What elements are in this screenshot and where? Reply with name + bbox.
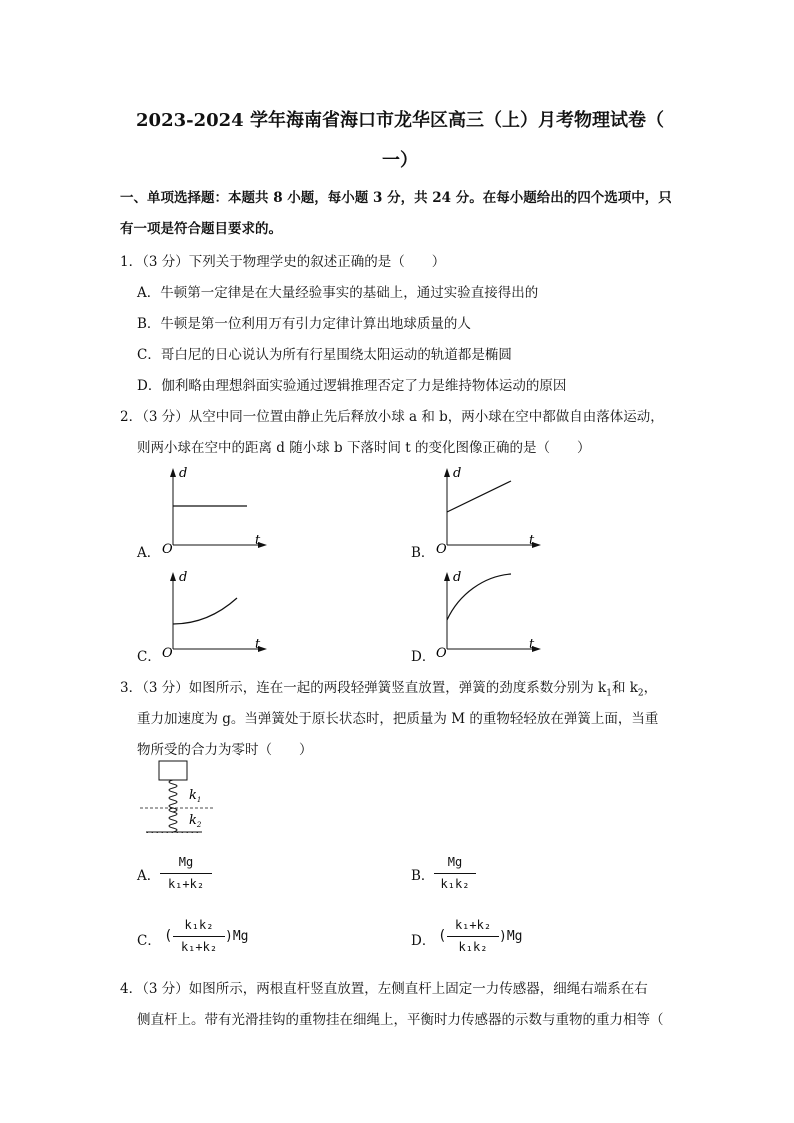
q2-graph-d-y-label: d xyxy=(453,570,462,585)
q3-option-c-denominator: k₁+k₂ xyxy=(180,940,218,954)
q3-option-a-label: A． xyxy=(137,868,161,884)
paper-title-line2: 一） xyxy=(382,150,418,171)
q3-option-d-open-paren: ( xyxy=(438,928,447,944)
q2-graph-d-label: D． xyxy=(411,649,436,665)
q2-graph-b-x-label: t xyxy=(529,533,535,548)
q3-option-a-denominator: k₁+k₂ xyxy=(167,877,205,891)
q2-graph-b-y-label: d xyxy=(453,466,462,481)
q3-option-b-label: B． xyxy=(411,868,435,884)
q2-graph-b-origin: O xyxy=(436,542,447,555)
q2-graph-c-origin: O xyxy=(162,646,173,659)
q2-graph-d-y-arrow xyxy=(444,572,450,581)
q3-option-a-fraction xyxy=(160,855,212,895)
q3-k2-label: $k_2$ xyxy=(189,813,202,829)
q2-stem-line2: 则两小球在空中的距离 d 随小球 b 下落时间 t 的变化图像正确的是（ ） xyxy=(137,440,591,456)
q3-option-b-numerator: Mg xyxy=(447,855,463,869)
q2-graph-a xyxy=(155,460,275,555)
q3-stem-line3: 物所受的合力为零时（ ） xyxy=(137,742,313,758)
q2-graph-c-y-label: d xyxy=(179,570,188,585)
q4-stem-line1: 4．（3 分）如图所示，两根直杆竖直放置，左侧直杆上固定一力传感器，细绳右端系在右 xyxy=(120,981,648,997)
q2-graph-a-x-label: t xyxy=(255,533,261,548)
q1-stem: 1．（3 分）下列关于物理学史的叙述正确的是（ ） xyxy=(120,254,446,270)
q3-option-a-bar xyxy=(160,873,212,874)
q2-graph-d-origin: O xyxy=(436,646,447,659)
q3-option-c-fraction xyxy=(173,918,225,958)
q3-option-d-bar xyxy=(447,936,499,937)
section-heading-line1: 一、单项选择题：本题共 8 小题，每小题 3 分，共 24 分。在每小题给出的四个选项中，只 xyxy=(120,190,672,206)
q3-spring-k1 xyxy=(169,780,177,812)
q2-graph-c-curve xyxy=(173,598,237,624)
q3-option-b-denominator: k₁k₂ xyxy=(440,877,470,891)
q3-option-a-numerator: Mg xyxy=(178,855,194,869)
q2-graph-d-x-label: t xyxy=(529,637,535,652)
q2-graph-a-y-label: d xyxy=(179,466,188,481)
section-heading-line2: 有一项是符合题目要求的。 xyxy=(120,221,282,237)
q1-option-d: D．伽利略由理想斜面实验通过逻辑推理否定了力是维持物体运动的原因 xyxy=(137,378,567,394)
q3-option-d-numerator: k₁+k₂ xyxy=(454,918,492,932)
q2-graph-a-origin: O xyxy=(162,542,173,555)
q2-graph-b-label: B． xyxy=(411,545,435,561)
q3-option-c-bar xyxy=(173,936,225,937)
q2-graph-b-curve xyxy=(447,481,511,512)
q3-stem-line2: 重力加速度为 g。当弹簧处于原长状态时，把质量为 M 的重物轻轻放在弹簧上面，当重 xyxy=(137,711,659,727)
q3-option-d-label: D． xyxy=(411,933,436,949)
q3-option-b-bar xyxy=(434,873,476,874)
q2-graph-c-x-label: t xyxy=(255,637,261,652)
q1-option-b: B．牛顿是第一位利用万有引力定律计算出地球质量的人 xyxy=(137,316,471,332)
q3-option-c-label: C． xyxy=(137,933,161,949)
paper-title-line1: 2023-2024 学年海南省海口市龙华区高三（上）月考物理试卷（ xyxy=(136,110,664,131)
q2-graph-c xyxy=(155,564,275,659)
q3-option-d-denominator: k₁k₂ xyxy=(458,940,488,954)
q3-option-d-fraction xyxy=(447,918,499,958)
q2-graph-c-label: C． xyxy=(137,649,161,665)
q3-spring-figure xyxy=(140,758,220,833)
q3-option-c-numerator: k₁k₂ xyxy=(184,918,214,932)
q3-stem-line1: 3．（3 分）如图所示，连在一起的两段轻弹簧竖直放置，弹簧的劲度系数分别为 $k_1$和 $k_2$， xyxy=(120,680,658,699)
q3-option-b-fraction xyxy=(434,855,476,895)
q2-stem-line1: 2．（3 分）从空中同一位置由静止先后释放小球 a 和 b，两小球在空中都做自由落体运动， xyxy=(120,409,664,425)
q2-graph-c-y-arrow xyxy=(170,572,176,581)
q3-option-c-tail: )Mg xyxy=(225,929,249,944)
q2-graph-a-y-arrow xyxy=(170,468,176,477)
q1-option-a: A．牛顿第一定律是在大量经验事实的基础上，通过实验直接得出的 xyxy=(137,285,539,301)
q2-graph-d xyxy=(429,564,549,659)
q2-graph-a-label: A． xyxy=(137,545,161,561)
q3-weight-block xyxy=(159,761,187,780)
q2-graph-b xyxy=(429,460,549,555)
q3-option-d-tail: )Mg xyxy=(499,929,523,944)
q4-stem-line2: 侧直杆上。带有光滑挂钩的重物挂在细绳上，平衡时力传感器的示数与重物的重力相等（ xyxy=(137,1012,664,1028)
q3-option-c-open-paren: ( xyxy=(164,928,173,944)
q1-option-c: C．哥白尼的日心说认为所有行星围绕太阳运动的轨道都是椭圆 xyxy=(137,347,512,363)
q2-graph-b-y-arrow xyxy=(444,468,450,477)
q3-k1-label: $k_1$ xyxy=(189,788,202,804)
